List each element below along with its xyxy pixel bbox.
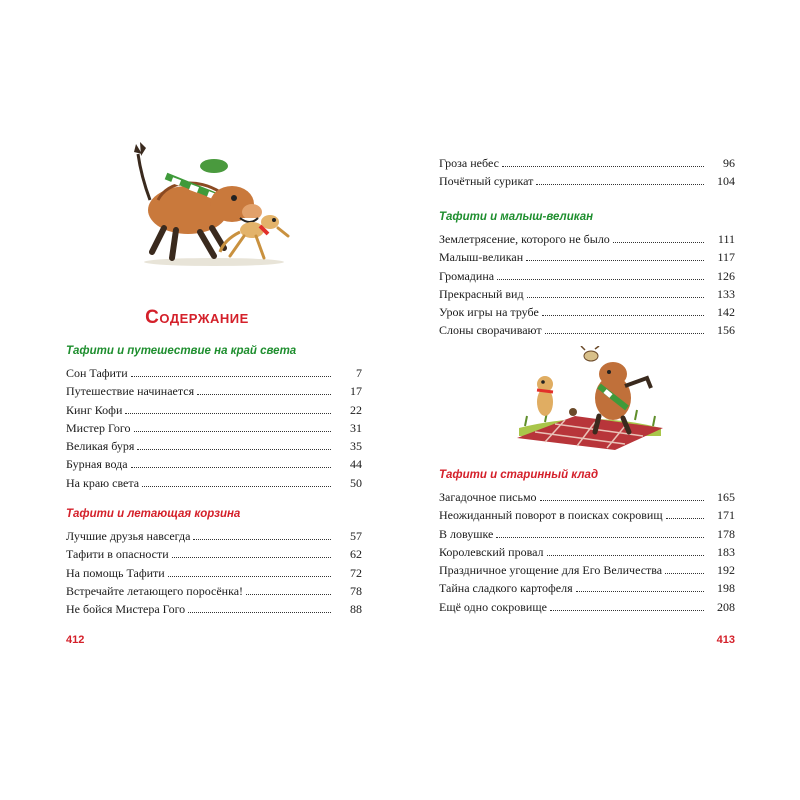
toc-entry[interactable] [439, 230, 735, 248]
toc-entry[interactable] [66, 364, 362, 382]
dot-leader [613, 242, 704, 243]
entry-page-number: 117 [717, 250, 735, 265]
toc-entry[interactable] [66, 564, 362, 582]
toc-entry[interactable] [439, 267, 735, 285]
entry-page-number: 142 [717, 305, 735, 320]
entry-page-number: 35 [350, 439, 362, 454]
entry-page-number: 17 [350, 384, 362, 399]
entry-page-number: 44 [350, 457, 362, 472]
section-heading: Тафити и летающая корзина [66, 508, 241, 520]
toc-title: Содержание [145, 307, 249, 328]
dot-leader [497, 279, 704, 280]
dot-leader [125, 413, 331, 414]
left-page [66, 0, 362, 800]
toc-entry[interactable] [66, 582, 362, 600]
toc-entry[interactable] [439, 561, 735, 579]
dot-leader [142, 486, 331, 487]
entry-page-number: 133 [717, 286, 735, 301]
entry-page-number: 22 [350, 402, 362, 417]
toc-entry[interactable] [439, 506, 735, 524]
section-3 [439, 209, 735, 340]
entry-title: Неожиданный поворот в поисках сокровищ [439, 508, 663, 523]
toc-entry[interactable] [439, 172, 735, 190]
dot-leader [540, 500, 704, 501]
toc-entry[interactable] [439, 303, 735, 321]
entry-title: В ловушке [439, 526, 494, 541]
dot-leader [193, 539, 331, 540]
entry-title: Землетрясение, которого не было [439, 232, 610, 246]
section-heading: Тафити и малыш-великан [439, 211, 594, 223]
toc-entry[interactable] [66, 600, 362, 618]
entry-page-number: 126 [717, 268, 735, 283]
dot-leader [168, 576, 331, 577]
toc-entry[interactable] [439, 321, 735, 339]
entry-title: Тайна сладкого картофеля [439, 581, 573, 596]
toc-list [439, 488, 735, 616]
entry-page-number: 72 [350, 565, 362, 580]
dot-leader [172, 557, 331, 558]
page-number-left: 412 [66, 634, 85, 646]
dot-leader [131, 376, 331, 377]
entry-title: Загадочное письмо [439, 490, 537, 504]
toc-entry[interactable] [439, 248, 735, 266]
toc-entry[interactable] [439, 543, 735, 561]
toc-list [439, 154, 735, 191]
entry-page-number: 192 [717, 563, 735, 578]
dot-leader [576, 591, 704, 592]
entry-page-number: 165 [717, 490, 735, 504]
dot-leader [542, 315, 704, 316]
toc-entry[interactable] [439, 579, 735, 597]
dot-leader [502, 166, 704, 167]
entry-title: Малыш-великан [439, 250, 524, 265]
entry-title: Почётный сурикат [439, 174, 534, 189]
toc-entry[interactable] [66, 545, 362, 563]
entry-title: Путешествие начинается [66, 384, 195, 399]
entry-title: Кинг Кофи [66, 402, 123, 417]
dot-leader [536, 184, 704, 185]
right-page [439, 0, 735, 800]
dot-leader [131, 467, 331, 468]
entry-page-number: 183 [717, 544, 735, 559]
entry-title: Громадина [439, 268, 495, 283]
toc-entry[interactable] [66, 474, 362, 492]
entry-page-number: 96 [723, 156, 735, 170]
entry-title: Урок игры на трубе [439, 305, 539, 320]
entry-page-number: 208 [717, 599, 735, 614]
toc-list [66, 527, 362, 618]
entry-title: Тафити в опасности [66, 547, 169, 562]
section-heading: Тафити и путешествие на край света [66, 345, 297, 357]
entry-page-number: 171 [717, 508, 735, 523]
dot-leader [666, 518, 704, 519]
dot-leader [545, 333, 704, 334]
entry-title: Великая буря [66, 439, 135, 454]
toc-entry[interactable] [66, 437, 362, 455]
dot-leader [246, 594, 331, 595]
page-number-right: 413 [716, 634, 735, 646]
warthog-meerkat-picnic-illustration [515, 346, 665, 450]
entry-page-number: 156 [717, 323, 735, 338]
dot-leader [197, 394, 331, 395]
entry-title: Мистер Гого [66, 420, 131, 435]
entry-title: Лучшие друзья навсегда [66, 529, 191, 543]
toc-entry[interactable] [439, 285, 735, 303]
entry-page-number: 104 [717, 174, 735, 189]
dot-leader [665, 573, 704, 574]
entry-page-number: 31 [350, 420, 362, 435]
entry-title: Сон Тафити [66, 366, 128, 380]
dot-leader [526, 260, 704, 261]
entry-page-number: 7 [356, 366, 362, 380]
entry-page-number: 178 [717, 526, 735, 541]
entry-title: Ещё одно сокровище [439, 599, 547, 614]
toc-entry[interactable] [439, 598, 735, 616]
dot-leader [188, 612, 331, 613]
dot-leader [527, 297, 704, 298]
toc-list [439, 230, 735, 340]
entry-title: Королевский провал [439, 544, 544, 559]
entry-page-number: 111 [717, 232, 735, 246]
dot-leader [496, 537, 704, 538]
section-4 [439, 467, 735, 616]
entry-title: Прекрасный вид [439, 286, 524, 301]
toc-entry[interactable] [439, 525, 735, 543]
toc-entry[interactable] [66, 382, 362, 400]
entry-page-number: 57 [350, 529, 362, 543]
entry-title: Бурная вода [66, 457, 128, 472]
entry-page-number: 62 [350, 547, 362, 562]
toc-entry[interactable] [66, 401, 362, 419]
entry-title: Праздничное угощение для Его Величества [439, 563, 663, 578]
entry-title: Не бойся Мистера Гого [66, 602, 186, 617]
section-heading: Тафити и старинный клад [439, 469, 599, 481]
toc-entry[interactable] [439, 154, 735, 172]
dot-leader [137, 449, 331, 450]
entry-page-number: 50 [350, 475, 362, 490]
entry-page-number: 198 [717, 581, 735, 596]
section-2 [66, 506, 362, 618]
entry-title: На краю света [66, 475, 140, 490]
toc-entry[interactable] [66, 527, 362, 545]
dot-leader [134, 431, 332, 432]
entry-title: Встречайте летающего поросёнка! [66, 583, 244, 598]
entry-page-number: 78 [350, 583, 362, 598]
entry-page-number: 88 [350, 602, 362, 617]
entry-title: Гроза небес [439, 156, 499, 170]
dot-leader [550, 610, 704, 611]
toc-entry[interactable] [439, 488, 735, 506]
warthog-meerkat-running-illustration [128, 140, 300, 268]
toc-entry[interactable] [66, 455, 362, 473]
dot-leader [547, 555, 704, 556]
entry-title: На помощь Тафити [66, 565, 165, 580]
toc-list [66, 364, 362, 492]
section-1 [66, 343, 362, 492]
toc-entry[interactable] [66, 419, 362, 437]
entry-title: Слоны сворачивают [439, 323, 542, 338]
continued-section [439, 154, 735, 191]
